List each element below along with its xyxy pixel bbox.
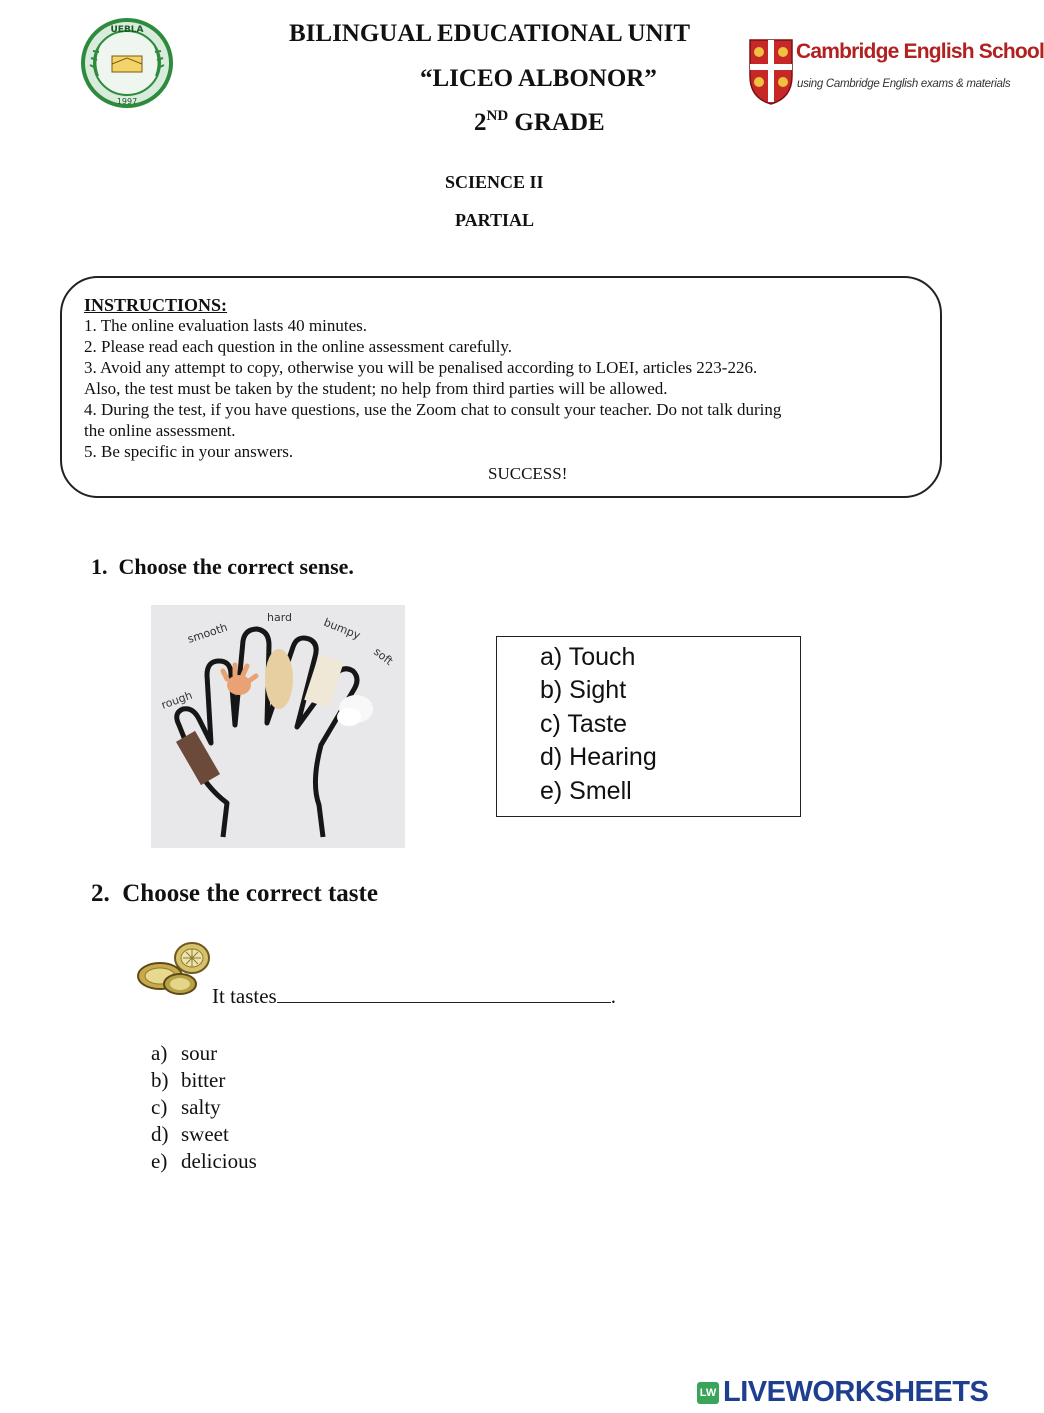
taste-prompt: It tastes . (212, 984, 616, 1008)
instructions-title: INSTRUCTIONS: (84, 295, 228, 315)
instruction-line: the online assessment. (84, 421, 236, 440)
seal-text: UEBLA (110, 25, 144, 35)
liveworksheets-wordmark: LIVEWORKSHEETS (723, 1376, 989, 1408)
seal-year: 1997 (116, 97, 138, 106)
answer-blank[interactable] (277, 982, 611, 1003)
cambridge-title: Cambridge English School (796, 40, 1044, 63)
cambridge-logo (748, 38, 1044, 110)
instruction-line: 3. Avoid any attempt to copy, otherwise you will be penalised according to LOEI, articles 223-226. (84, 358, 758, 377)
sense-option[interactable]: a) Touch (540, 643, 636, 671)
instruction-line: 1. The online evaluation lasts 40 minutes. (84, 316, 367, 335)
texture-label: soft (371, 645, 396, 668)
hand-senses-image (151, 605, 405, 848)
instruction-line: 2. Please read each question in the online assessment carefully. (84, 337, 513, 356)
instruction-line: 4. During the test, if you have questions, use the Zoom chat to consult your teacher. Do not talk during (84, 400, 782, 419)
school-type-heading: BILINGUAL EDUCATIONAL UNIT (289, 20, 691, 47)
cambridge-shield-icon (748, 38, 794, 106)
texture-label: hard (267, 611, 293, 624)
lemon-slices-image (134, 938, 214, 1000)
school-name-heading: “LICEO ALBONOR” (420, 65, 657, 92)
liveworksheets-badge-icon: LW (697, 1382, 719, 1404)
exam-type-heading: PARTIAL (455, 210, 535, 230)
instruction-line: 5. Be specific in your answers. (84, 442, 294, 461)
question-1-title: 1. Choose the correct sense. (91, 554, 354, 579)
sense-option[interactable]: d) Hearing (540, 743, 657, 771)
sense-option[interactable]: e) Smell (540, 777, 632, 805)
sense-option[interactable]: c) Taste (540, 710, 628, 738)
cambridge-subtitle: using Cambridge English exams & materials (797, 78, 1011, 90)
school-seal-logo (78, 16, 176, 110)
question-2-title: 2. Choose the correct taste (91, 880, 378, 907)
texture-label: rough (159, 688, 195, 712)
instruction-line: Also, the test must be taken by the student; no help from third parties will be allowed. (84, 379, 668, 398)
subject-heading: SCIENCE II (445, 172, 544, 192)
texture-label: smooth (185, 620, 230, 646)
instructions-closing: SUCCESS! (488, 464, 568, 483)
grade-heading: 2ND GRADE (474, 108, 605, 136)
liveworksheets-logo (697, 1376, 992, 1410)
texture-label: bumpy (321, 615, 363, 643)
sense-option[interactable]: b) Sight (540, 676, 627, 704)
